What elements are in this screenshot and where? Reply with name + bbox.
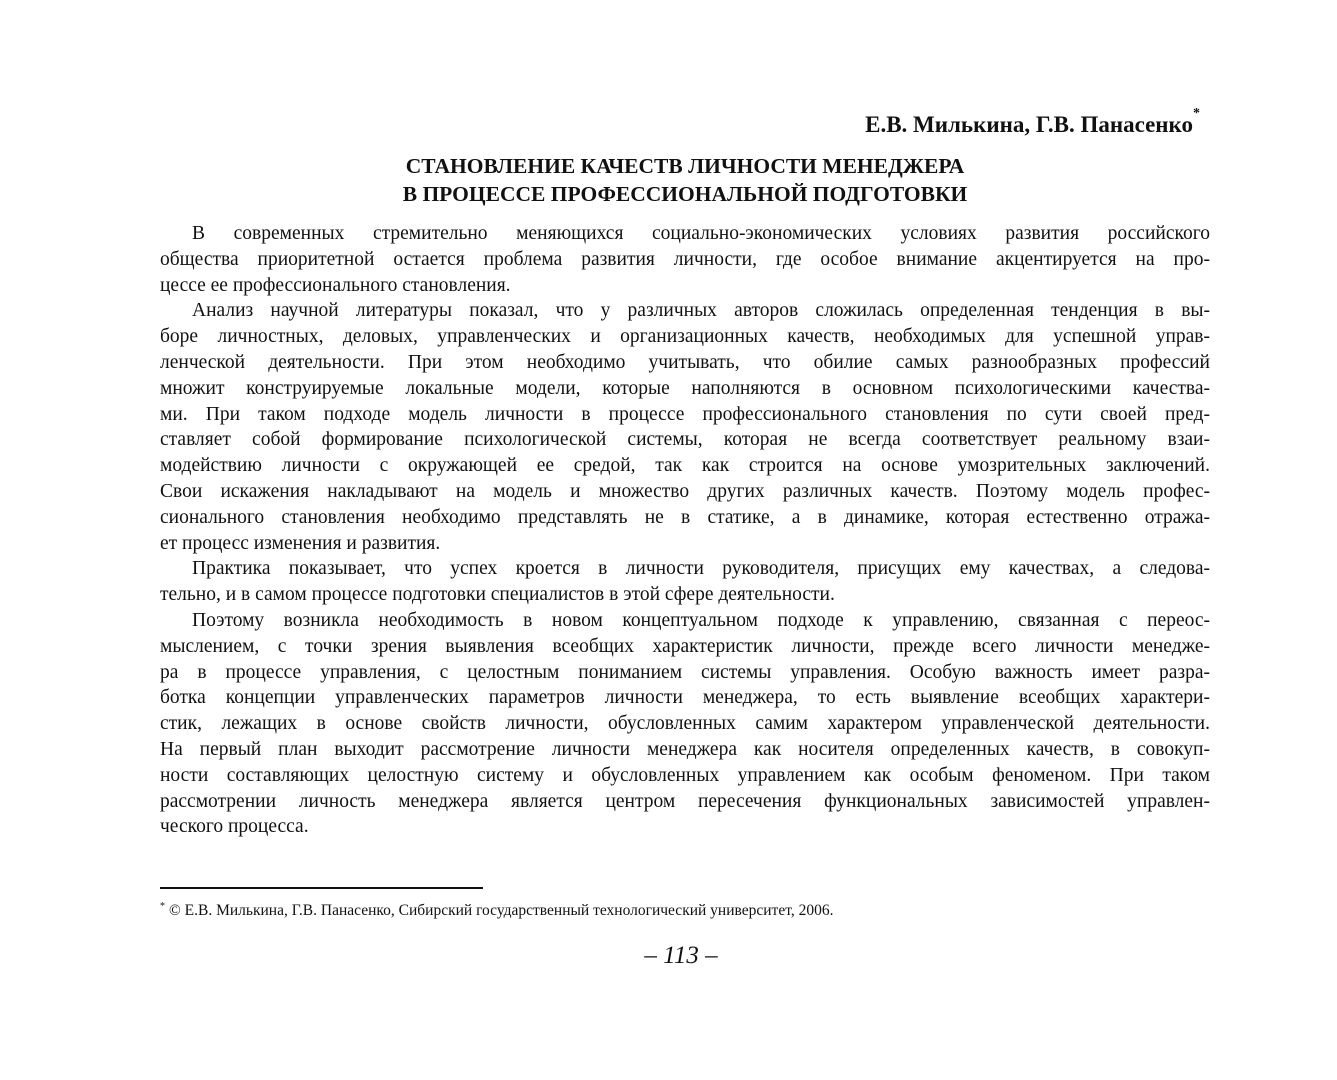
text-line: Свои искажения накладывают на модель и множество других различных качеств. Поэтому модель профес- bbox=[160, 480, 1210, 502]
text-line: общества приоритетной остается проблема развития личности, где особое внимание акцентируется на про- bbox=[160, 248, 1210, 270]
footnote-mark: * bbox=[160, 901, 165, 912]
text-line: ческого процесса. bbox=[160, 816, 309, 838]
text-line: мыслением, с точки зрения выявления всеобщих характеристик личности, прежде всего личности менедже- bbox=[160, 635, 1210, 657]
page-number: – 113 – bbox=[644, 942, 718, 969]
text-line: Практика показывает, что успех кроется в личности руководителя, присущих ему качествах, а следова- bbox=[192, 558, 1210, 580]
paragraph bbox=[160, 298, 1210, 556]
text-line: стик, лежащих в основе свойств личности, обусловленных самим характером управленческой деятельности. bbox=[160, 713, 1210, 735]
text-line: ми. При таком подходе модель личности в процессе профессионального становления по сути своей пред- bbox=[160, 403, 1210, 425]
paragraph bbox=[160, 556, 1210, 608]
title-line-1: СТАНОВЛЕНИЕ КАЧЕСТВ ЛИЧНОСТИ МЕНЕДЖЕРА bbox=[405, 154, 965, 178]
article-title bbox=[0, 152, 1337, 208]
text-line: ленческой деятельности. При этом необходимо учитывать, что обилие самых разнообразных профессий bbox=[160, 351, 1210, 373]
text-line: ра в процессе управления, с целостным пониманием системы управления. Особую важность имеет разра- bbox=[160, 661, 1210, 683]
footnote-text: © Е.В. Милькина, Г.В. Панасенко, Сибирский государственный технологический университет, 2006. bbox=[169, 902, 834, 920]
footnote-mark: * bbox=[1193, 106, 1200, 122]
text-line: боре личностных, деловых, управленческих и организационных качеств, необходимых для успешной управ- bbox=[160, 326, 1210, 348]
text-line: цессе ее профессионального становления. bbox=[160, 274, 511, 296]
paragraph bbox=[160, 221, 1210, 298]
text-line: ставляет собой формирование психологической системы, которая не всегда соответствует реальному взаи- bbox=[160, 429, 1210, 451]
text-line: ности составляющих целостную систему и обусловленных управлением как особым феноменом. При таком bbox=[160, 764, 1210, 786]
footnote bbox=[160, 901, 833, 920]
text-line: Поэтому возникла необходимость в новом концептуальном подходе к управлению, связанная с переос- bbox=[192, 609, 1210, 631]
article-body bbox=[160, 221, 1210, 840]
text-line: ботка концепции управленческих параметров личности менеджера, то есть выявление всеобщих характери- bbox=[160, 687, 1210, 709]
text-line: сионального становления необходимо представлять не в статике, а в динамике, которая естественно отража- bbox=[160, 506, 1210, 528]
text-line: множит конструируемые локальные модели, которые наполняются в основном психологическими качества- bbox=[160, 377, 1210, 399]
paragraph bbox=[160, 608, 1210, 840]
text-line: ет процесс изменения и развития. bbox=[160, 532, 441, 554]
text-line: тельно, и в самом процессе подготовки специалистов в этой сфере деятельности. bbox=[160, 584, 835, 606]
text-line: На первый план выходит рассмотрение личности менеджера как носителя определенных качеств, в совокуп- bbox=[160, 738, 1210, 760]
authors-text: Е.В. Милькина, Г.В. Панасенко bbox=[865, 112, 1193, 137]
footnote-divider bbox=[160, 887, 483, 889]
authors bbox=[865, 106, 1200, 138]
text-line: Анализ научной литературы показал, что у различных авторов сложилась определенная тенденция в вы- bbox=[192, 300, 1210, 322]
text-line: модействию личности с окружающей ее средой, так как строится на основе умозрительных заключений. bbox=[160, 455, 1210, 477]
text-line: рассмотрении личность менеджера является центром пересечения функциональных зависимостей управлен- bbox=[160, 790, 1210, 812]
title-line-2: В ПРОЦЕССЕ ПРОФЕССИОНАЛЬНОЙ ПОДГОТОВКИ bbox=[402, 182, 968, 206]
text-line: В современных стремительно меняющихся социально-экономических условиях развития российского bbox=[192, 223, 1210, 244]
